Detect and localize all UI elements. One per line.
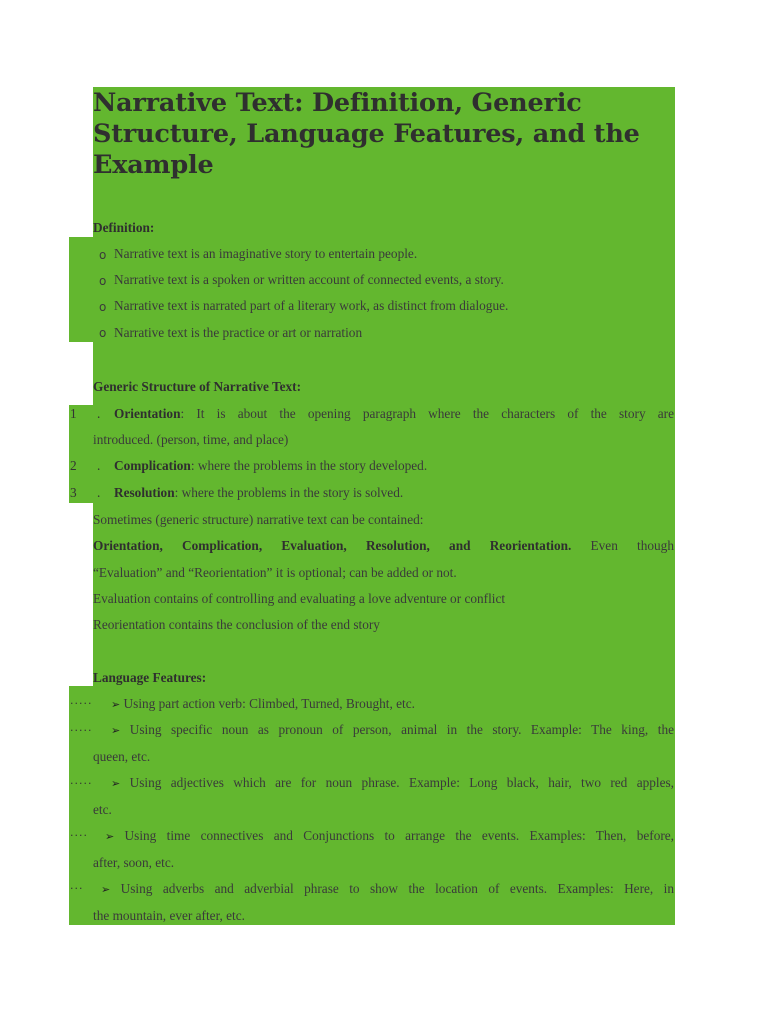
structure-number: 1 [70,406,77,421]
arrow-bullet-icon: ➢ [111,777,121,790]
list-item: Narrative text is an imaginative story to entertain people. [114,246,418,261]
highlight-structure-top [93,342,675,405]
feature-text-cont: queen, etc. [93,749,151,764]
reorientation-line: Reorientation contains the conclusion of the end story [93,617,380,632]
structure-desc: : where the problems in the story developed. [190,458,428,473]
feature-text-cont: after, soon, etc. [93,855,175,870]
structure-term: Orientation [114,406,181,421]
page-title: Narrative Text: Definition, Generic Structure, Language Features, and the Example [93,88,640,180]
structure-bold-list [93,538,674,554]
structure-note: Sometimes (generic structure) narrative text can be contained: [93,512,424,527]
feature-dots: ····· [70,697,93,710]
definition-heading: Definition: [93,220,155,235]
feature-text: Using part action verb: Climbed, Turned, Brought, etc. [123,696,415,711]
arrow-bullet-icon: ➢ [111,724,121,737]
structure-item-orientation [114,406,674,422]
arrow-bullet-icon: ➢ [111,698,121,711]
feature-text-cont: etc. [93,802,112,817]
list-item: Narrative text is narrated part of a literary work, as distinct from dialogue. [114,298,509,313]
structure-desc-cont: introduced. (person, time, and place) [93,432,289,447]
structure-desc: : where the problems in the story is solved. [174,485,404,500]
feature-text: Using time connectives and Conjunctions to arrange the events. Examples: Then, before, [124,828,674,843]
feature-dots: ····· [70,777,93,790]
bullet-marker: o [99,326,107,340]
feature-text: Using specific noun as pronoun of person, animal in the story. Example: The king, the [129,722,674,737]
feature-dots: ··· [70,882,84,895]
structure-number: 3 [70,485,77,500]
bold-list-text: Orientation, Complication, Evaluation, Resolution, and Reorientation. [93,538,572,553]
structure-term: Resolution [114,485,175,500]
structure-desc: : It is about the opening paragraph where the characters of the story are [180,406,674,421]
list-item: Narrative text is a spoken or written account of connected events, a story. [114,272,504,287]
structure-item-resolution [114,485,403,501]
feature-item [101,881,674,898]
structure-dot: . [97,485,101,500]
feature-item [111,696,415,713]
evaluation-line: Evaluation contains of controlling and evaluating a love adventure or conflict [93,591,506,606]
feature-dots: ····· [70,724,93,737]
feature-item [105,828,674,845]
optional-line: “Evaluation” and “Reorientation” it is optional; can be added or not. [93,565,457,580]
bullet-marker: o [99,248,107,262]
feature-dots: ···· [70,829,88,842]
structure-dot: . [97,458,101,473]
feature-text-cont: the mountain, ever after, etc. [93,908,245,923]
features-heading: Language Features: [93,670,207,685]
feature-text: Using adjectives which are for noun phrase. Example: Long black, hair, two red apples, [129,775,674,790]
feature-item [111,722,674,739]
structure-heading: Generic Structure of Narrative Text: [93,379,302,394]
feature-text: Using adverbs and adverbial phrase to show the location of events. Examples: Here, in [120,881,674,896]
arrow-bullet-icon: ➢ [105,830,115,843]
arrow-bullet-icon: ➢ [101,883,111,896]
structure-term: Complication [114,458,191,473]
bold-list-tail: Even though [590,538,674,553]
structure-dot: . [97,406,101,421]
feature-item [111,775,674,792]
structure-item-complication [114,458,427,474]
bullet-marker: o [99,274,107,288]
structure-number: 2 [70,458,77,473]
bullet-marker: o [99,300,107,314]
list-item: Narrative text is the practice or art or narration [114,325,363,340]
